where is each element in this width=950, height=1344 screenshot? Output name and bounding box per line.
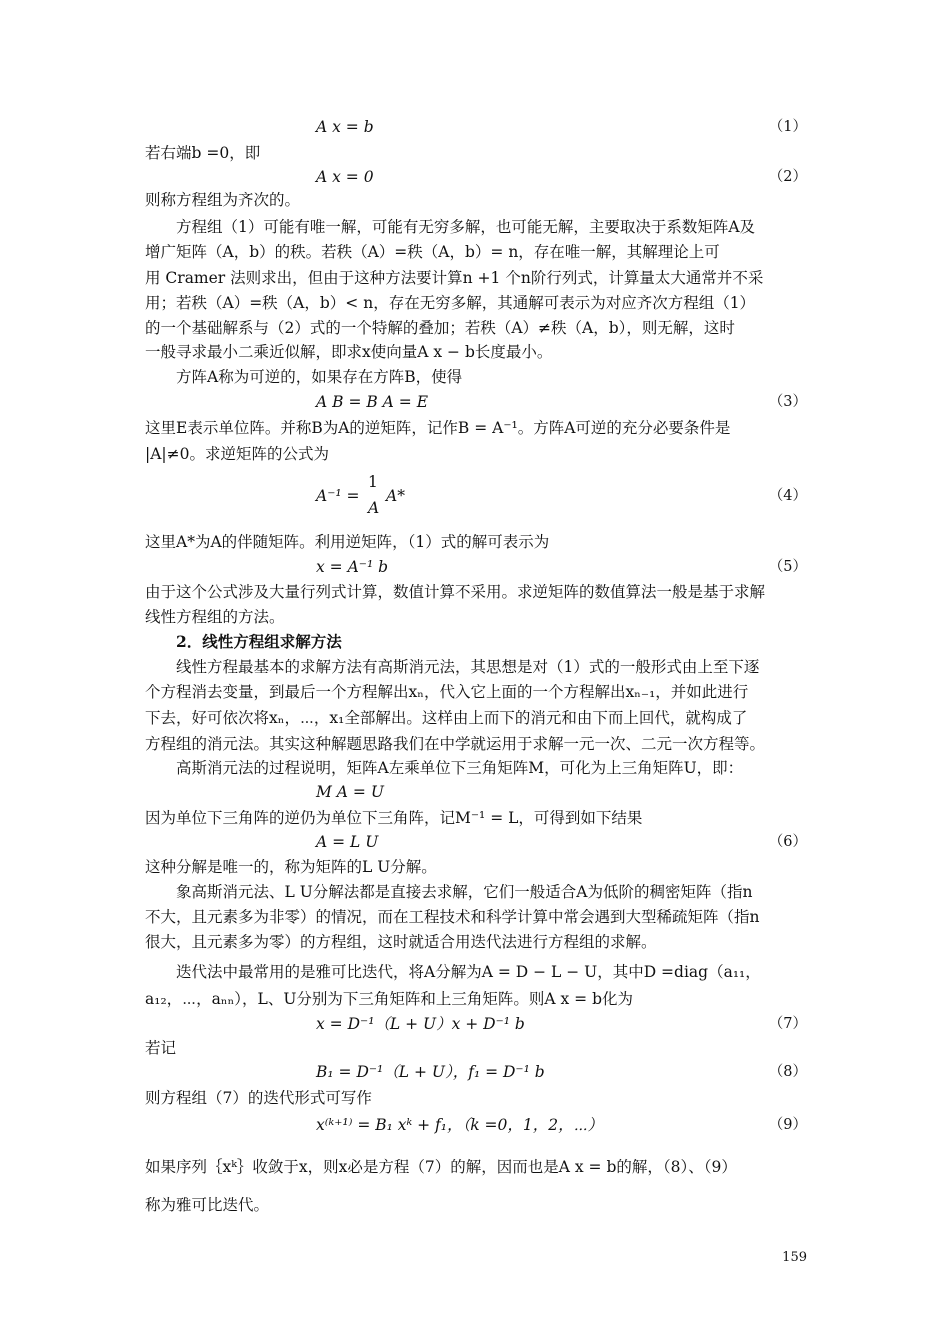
equation-number-8: （8）	[768, 1064, 807, 1080]
equation-number-9: （9）	[768, 1117, 807, 1133]
page-number: 159	[782, 1250, 807, 1265]
equation-4-lhs: A⁻¹ =	[316, 487, 360, 505]
equation-8: B₁ = D⁻¹（L + U），f₁ = D⁻¹ b	[316, 1063, 545, 1081]
text-line: 用 Cramer 法则求出，但由于这种方法要计算n +1 个n阶行列式，计算量太大通常并不采	[145, 269, 764, 287]
text-line: 个方程消去变量，到最后一个方程解出xₙ，代入它上面的一个方程解出xₙ₋₁，并如此进行	[145, 683, 749, 701]
equation-number-3: （3）	[768, 394, 807, 410]
equation-number-1: （1）	[768, 119, 807, 135]
text-line: 高斯消元法的过程说明，矩阵A左乘单位下三角矩阵M，可化为上三角矩阵U，即：	[145, 759, 744, 777]
text-line: 迭代法中最常用的是雅可比迭代，将A分解为A = D − L − U，其中D =diag（a₁₁，	[145, 963, 761, 981]
text-line: 则称方程组为齐次的。	[145, 191, 301, 209]
text-line: 线性方程最基本的求解方法有高斯消元法，其思想是对（1）式的一般形式由上至下逐	[145, 658, 760, 676]
equation-7: x = D⁻¹（L + U）x + D⁻¹ b	[316, 1015, 525, 1033]
text-line: |A|≠0。求逆矩阵的公式为	[145, 445, 329, 463]
text-line: a₁₂，⋯，aₙₙ），L、U分别为下三角矩阵和上三角矩阵。则A x = b化为	[145, 990, 634, 1008]
equation-4-denominator: A	[368, 499, 380, 517]
equation-9: x⁽ᵏ⁺¹⁾ = B₁ xᵏ + f₁，（k =0，1，2，⋯）	[316, 1116, 604, 1134]
text-line: 这里A*为A的伴随矩阵。利用逆矩阵，（1）式的解可表示为	[145, 533, 550, 551]
text-line: 用；若秩（A）=秩（A，b）< n，存在无穷多解，其通解可表示为对应齐次方程组（1）	[145, 294, 756, 312]
equation-3: A B = B A = E	[316, 393, 429, 411]
equation-4-rhs: A*	[386, 487, 405, 505]
equation-number-7: （7）	[768, 1016, 807, 1032]
text-line: 方阵A称为可逆的，如果存在方阵B，使得	[145, 368, 463, 386]
text-line: 若右端b =0，即	[145, 144, 261, 162]
text-line: 如果序列｛xᵏ｝收敛于x，则x必是方程（7）的解，因而也是A x = b的解，（8）、（9）	[145, 1158, 737, 1176]
text-line: 象高斯消元法、L U分解法都是直接去求解，它们一般适合A为低阶的稠密矩阵（指n	[145, 883, 753, 901]
equation-5: x = A⁻¹ b	[316, 558, 389, 576]
equation-number-6: （6）	[768, 834, 807, 850]
text-line: 这里E表示单位阵。并称B为A的逆矩阵，记作B = A⁻¹。方阵A可逆的充分必要条件是	[145, 419, 731, 437]
text-line: 增广矩阵（A，b）的秩。若秩（A）=秩（A，b）= n，存在唯一解，其解理论上可	[145, 243, 720, 261]
equation-6: A = L U	[316, 833, 379, 851]
text-line: 一般寻求最小二乘近似解，即求x使向量A x − b长度最小。	[145, 343, 553, 361]
equation-mau: M A = U	[316, 783, 384, 801]
text-line: 方程组的消元法。其实这种解题思路我们在中学就运用于求解一元一次、二元一次方程等。	[145, 735, 766, 753]
text-line: 下去，好可依次将xₙ，⋯，x₁全部解出。这样由上而下的消元和由下而上回代，就构成了	[145, 709, 748, 727]
equation-4-numerator: 1	[368, 473, 378, 491]
text-line: 线性方程组的方法。	[145, 608, 285, 626]
text-line: 方程组（1）可能有唯一解，可能有无穷多解，也可能无解，主要取决于系数矩阵A及	[145, 218, 756, 236]
text-line: 若记	[145, 1039, 177, 1057]
equation-number-2: （2）	[768, 169, 807, 185]
text-line: 称为雅可比迭代。	[145, 1196, 270, 1214]
text-line: 很大，且元素多为零）的方程组，这时就适合用迭代法进行方程组的求解。	[145, 933, 657, 951]
equation-2: A x = 0	[316, 168, 374, 186]
text-line: 不大，且元素多为非零）的情况，而在工程技术和科学计算中常会遇到大型稀疏矩阵（指n	[145, 908, 760, 926]
text-line: 由于这个公式涉及大量行列式计算，数值计算不采用。求逆矩阵的数值算法一般是基于求解	[145, 583, 766, 601]
text-line: 因为单位下三角阵的逆仍为单位下三角阵，记M⁻¹ = L，可得到如下结果	[145, 809, 643, 827]
text-line: 这种分解是唯一的，称为矩阵的L U分解。	[145, 858, 437, 876]
section-heading: 2．线性方程组求解方法	[145, 632, 342, 651]
text-line: 的一个基础解系与（2）式的一个特解的叠加；若秩（A）≠秩（A，b），则无解，这时	[145, 319, 735, 337]
text-line: 则方程组（7）的迭代形式可写作	[145, 1089, 372, 1107]
equation-number-4: （4）	[768, 488, 807, 504]
equation-1: A x = b	[316, 118, 374, 136]
equation-number-5: （5）	[768, 559, 807, 575]
